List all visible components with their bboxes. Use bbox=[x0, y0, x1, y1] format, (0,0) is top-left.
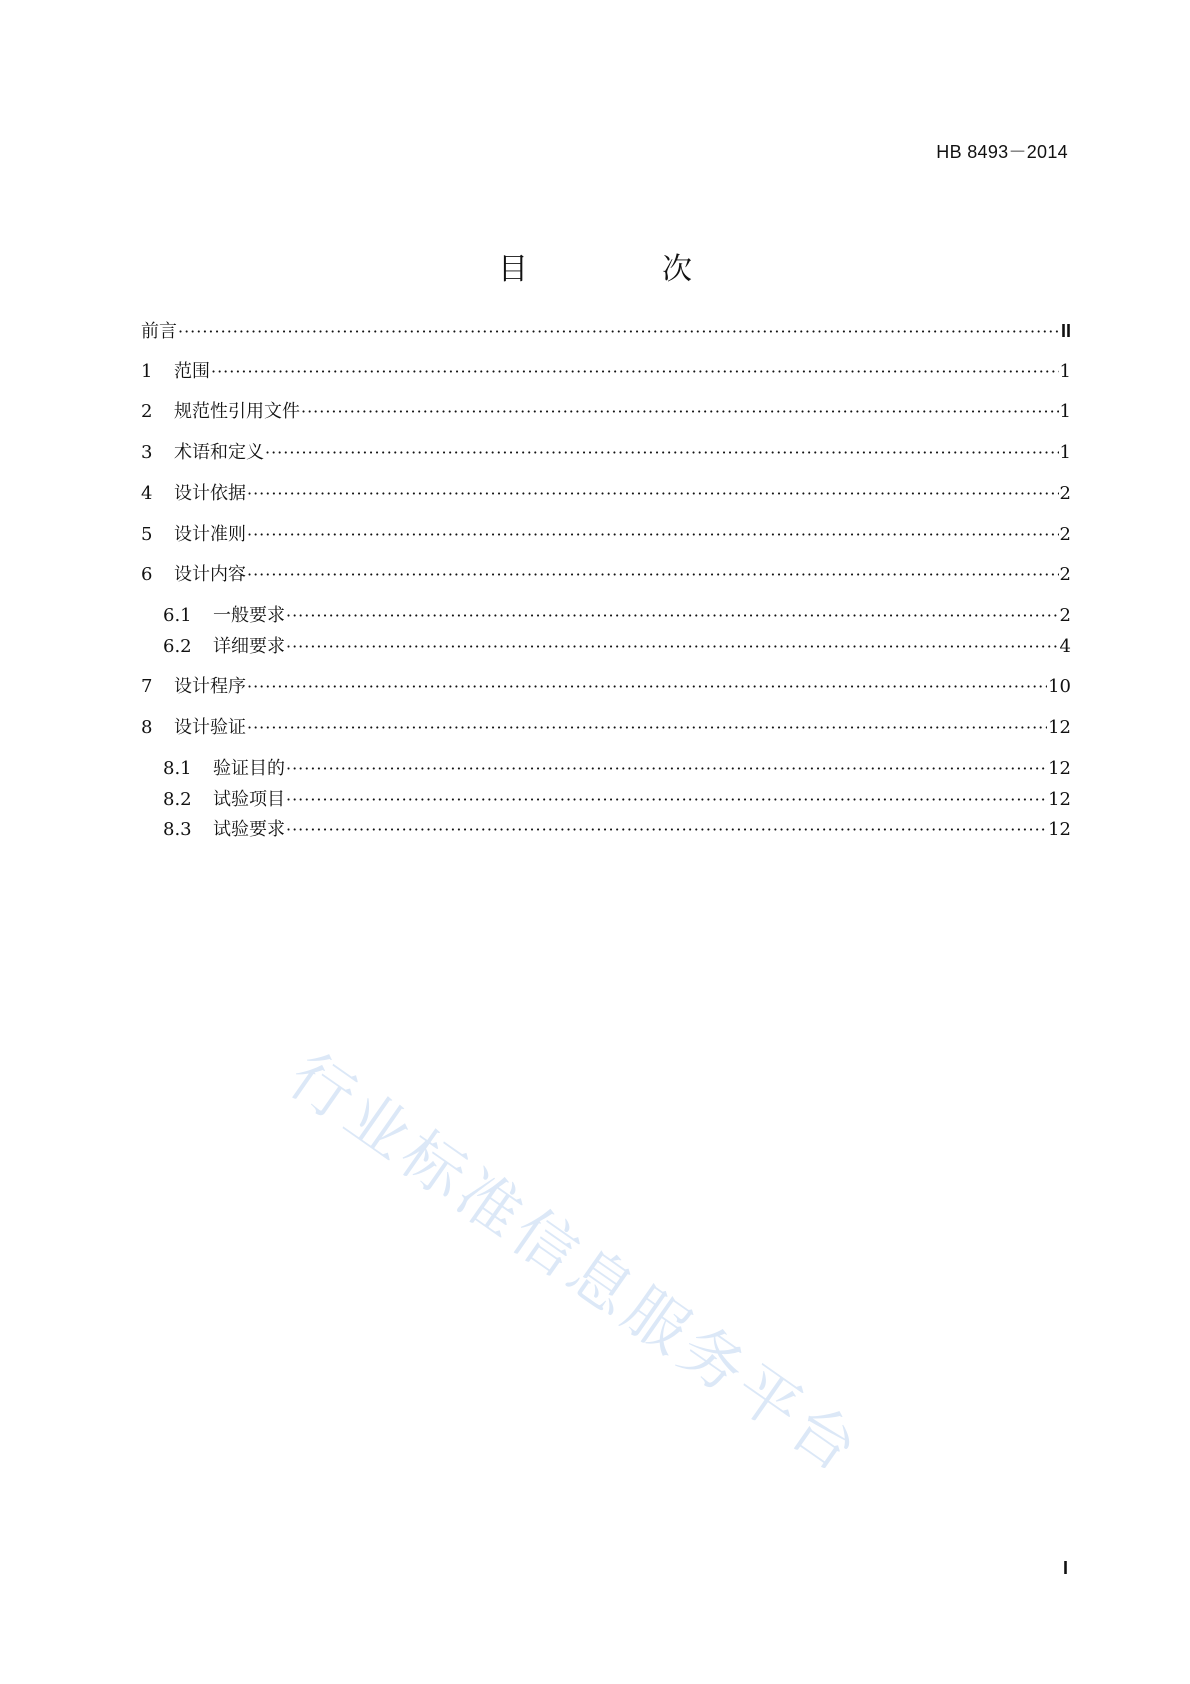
toc-entry-6[interactable] bbox=[141, 562, 1071, 588]
toc-page: 12 bbox=[1048, 789, 1071, 810]
toc-number: 8.2 bbox=[163, 789, 192, 810]
toc-number: 8.1 bbox=[163, 758, 192, 779]
toc-page: 4 bbox=[1059, 636, 1071, 657]
toc-leader bbox=[247, 562, 1059, 588]
toc-number: 2 bbox=[141, 401, 153, 422]
toc-label: 设计依据 bbox=[174, 483, 246, 504]
toc-leader bbox=[247, 715, 1047, 741]
toc-leader bbox=[211, 359, 1059, 385]
toc-label: 范围 bbox=[174, 361, 210, 382]
toc-number: 1 bbox=[141, 361, 153, 382]
toc-page: 12 bbox=[1048, 758, 1071, 779]
toc-number: 6.1 bbox=[163, 605, 192, 626]
toc-entry-1[interactable] bbox=[141, 359, 1071, 385]
toc-leader bbox=[178, 319, 1060, 345]
toc-label: 详细要求 bbox=[213, 636, 285, 657]
toc-page: 12 bbox=[1048, 717, 1071, 738]
toc-label: 设计内容 bbox=[174, 564, 246, 585]
toc-leader bbox=[286, 634, 1059, 660]
toc-page: 1 bbox=[1059, 361, 1071, 382]
toc-entry-8[interactable] bbox=[141, 715, 1071, 741]
toc-number: 8.3 bbox=[163, 819, 192, 840]
toc-entry-4[interactable] bbox=[141, 481, 1071, 507]
toc-label: 设计准则 bbox=[174, 524, 246, 545]
toc-entry-3[interactable] bbox=[141, 440, 1071, 466]
toc-entry-5[interactable] bbox=[141, 522, 1071, 548]
toc-entry-7[interactable] bbox=[141, 674, 1071, 700]
toc-entry-foreword[interactable] bbox=[141, 318, 1071, 344]
toc-number: 4 bbox=[141, 483, 153, 504]
toc-label: 试验项目 bbox=[213, 789, 285, 810]
toc-number: 8 bbox=[141, 717, 153, 738]
toc-leader bbox=[286, 817, 1047, 843]
toc-entry-6-2[interactable] bbox=[163, 634, 1071, 660]
toc-number: 7 bbox=[141, 676, 153, 697]
watermark: 行业标准信息服务平台 bbox=[276, 1038, 876, 1489]
page-number: I bbox=[1062, 1558, 1068, 1578]
toc-leader bbox=[247, 522, 1059, 548]
toc-leader bbox=[286, 756, 1047, 782]
toc-page: 1 bbox=[1059, 442, 1071, 463]
toc-entry-8-2[interactable] bbox=[163, 787, 1071, 813]
toc-page: 2 bbox=[1059, 483, 1071, 504]
toc-label: 验证目的 bbox=[213, 758, 285, 779]
toc-page: 2 bbox=[1059, 564, 1071, 585]
toc-page: 10 bbox=[1048, 676, 1071, 697]
toc-number: 3 bbox=[141, 442, 153, 463]
toc-label: 前言 bbox=[141, 321, 177, 342]
toc-label: 设计程序 bbox=[174, 676, 246, 697]
toc-entry-6-1[interactable] bbox=[163, 603, 1071, 629]
toc-number: 6.2 bbox=[163, 636, 192, 657]
toc-label: 试验要求 bbox=[213, 819, 285, 840]
toc-number: 5 bbox=[141, 524, 153, 545]
toc-page: 12 bbox=[1048, 819, 1071, 840]
toc-leader bbox=[247, 674, 1047, 700]
toc-leader bbox=[286, 603, 1059, 629]
document-code: HB 8493－2014 bbox=[936, 142, 1068, 162]
toc-page: II bbox=[1060, 321, 1071, 341]
toc-leader bbox=[286, 787, 1047, 813]
page-title: 目 次 bbox=[498, 252, 744, 287]
toc-number: 6 bbox=[141, 564, 153, 585]
toc-leader bbox=[301, 399, 1059, 425]
toc-label: 规范性引用文件 bbox=[174, 401, 300, 422]
toc-label: 一般要求 bbox=[213, 605, 285, 626]
toc-leader bbox=[265, 440, 1059, 466]
toc-page: 2 bbox=[1059, 524, 1071, 545]
toc-page: 2 bbox=[1059, 605, 1071, 626]
toc-entry-8-1[interactable] bbox=[163, 756, 1071, 782]
toc-label: 术语和定义 bbox=[174, 442, 264, 463]
toc-leader bbox=[247, 481, 1059, 507]
toc-entry-8-3[interactable] bbox=[163, 817, 1071, 843]
toc-entry-2[interactable] bbox=[141, 399, 1071, 425]
toc-label: 设计验证 bbox=[174, 717, 246, 738]
toc-page: 1 bbox=[1059, 401, 1071, 422]
